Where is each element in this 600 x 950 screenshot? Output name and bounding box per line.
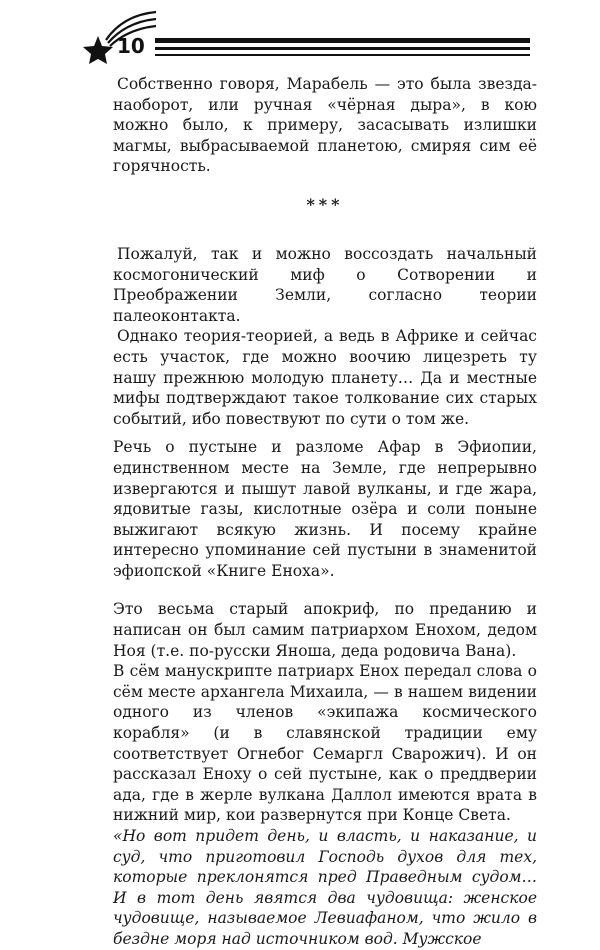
header-rule-medium [155,47,530,50]
paragraph-marabel: Собственно говоря, Марабель — это была звезда-наоборот, или ручная «чёрная дыра», в кою можно было, к примеру, засасывать излишки магмы, выбрасываемой планетою, смиряя сим её горячность. [113,75,537,176]
header-rule-thin [155,54,530,56]
page-header [0,0,600,70]
header-rule-thick [155,38,530,43]
paragraph-cosmogonic-myth: Пожалуй, так и можно воссоздать начальный космогонический миф о Сотворении и Преображении Земли, согласно теории палеоконтакта. [113,244,537,325]
paragraph-africa: Однако теория-теорией, а ведь в Африке и сейчас есть участок, где можно воочию лицезреть ту нашу прежнюю молодую планету… Да и местные мифы подтверждают такое толкование сих старых событий, ибо повествуют по сути о том же. [113,327,537,428]
section-separator: *** [306,194,344,214]
paragraph-quote: «Но вот придет день, и власть, и наказание, и суд, что приготовил Господь духов для тех, которые преклонятся пред Праведным судом… И в тот день явятся два чудовища: женское чудовище, называемое Левиафаном, что жило в бездне моря над источником вод. Мужское [113,827,537,948]
paragraph-manuscript: В сём манускрипте патриарх Енох передал слова о сём месте архангела Михаила, — в нашем видении одного из членов «экипажа космического корабля» (и в славянской традиции ему соответствует Огнебог Семаргл Сварожич). И он рассказал Еноху о сей пустыне, как о преддверии ада, где в жерле вулкана Даллол имеются врата в нижний мир, кои развернутся при Конце Света. [113,662,537,825]
page-body [113,74,537,950]
page-number: 10 [117,34,145,58]
paragraph-afar: Речь о пустыне и разломе Афар в Эфиопии, единственном месте на Земле, где непрерывно извергаются и пышут лавой вулканы, и где жара, ядовитые газы, кислотные озёра и соли поныне выжигают всякую жизнь. И посему крайне интересно упоминание сей пустыни в знаменитой эфиопской «Книге Еноха». [113,438,537,580]
paragraph-apocrypha: Это весьма старый апокриф, по преданию и написан он был самим патриархом Енохом, дедом Ноя (т.е. по-русски Яноша, деда родовича Вана). [113,600,537,660]
